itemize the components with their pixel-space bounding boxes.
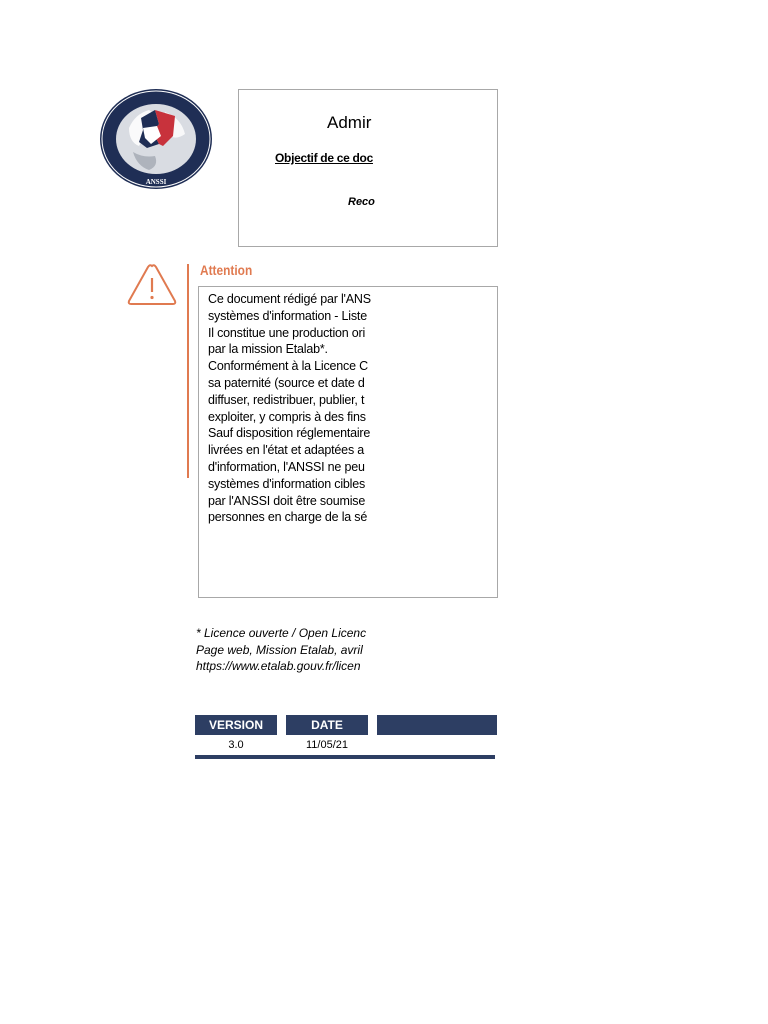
table-bottom-rule xyxy=(195,755,495,759)
notice-line: d'information, l'ANSSI ne peu xyxy=(208,459,365,474)
document-title: Admir xyxy=(327,113,372,132)
date-header: DATE xyxy=(286,715,368,735)
notice-line: Conformément à la Licence C xyxy=(208,359,368,374)
warning-triangle-icon xyxy=(126,262,178,308)
notice-line: personnes en charge de la sé xyxy=(208,510,368,525)
license-link[interactable]: https://www.etalab.gouv.fr/licen xyxy=(196,659,361,673)
notice-line: sa paternité (source et date d xyxy=(208,375,365,390)
license-line: * Licence ouverte / Open Licenc xyxy=(196,626,367,640)
clipped-content xyxy=(0,0,375,1024)
notice-line: Sauf disposition réglementaire xyxy=(208,426,371,441)
attention-heading: Attention xyxy=(200,262,253,278)
notice-line: systèmes d'information - Liste xyxy=(208,308,367,323)
attention-notice-box xyxy=(198,286,498,598)
notice-line: par la mission Etalab*. xyxy=(208,342,328,357)
document-objective-label: Objectif de ce doc xyxy=(275,151,373,165)
license-line: Page web, Mission Etalab, avril xyxy=(196,642,363,657)
notice-line: systèmes d'information cibles xyxy=(208,476,366,491)
notice-line: livrées en l'état et adaptées a xyxy=(208,443,365,458)
recommendation-label: Reco xyxy=(348,196,375,208)
title-box xyxy=(238,89,498,247)
notice-line: exploiter, y compris à des fins xyxy=(208,409,366,424)
notice-line: diffuser, redistribuer, publier, t xyxy=(208,392,365,407)
notice-line: Il constitue une production ori xyxy=(208,325,366,340)
next-header xyxy=(377,715,497,735)
attention-side-bar xyxy=(187,264,189,478)
attention-text xyxy=(208,291,371,526)
version-header: VERSION xyxy=(195,715,277,735)
notice-line: Ce document rédigé par l'ANS xyxy=(208,292,371,306)
notice-line: par l'ANSSI doit être soumise xyxy=(208,493,366,508)
logo-anssi-text: ANSSI xyxy=(145,178,167,186)
date-value: 11/05/21 xyxy=(305,739,348,751)
license-note xyxy=(196,625,366,675)
version-value: 3.0 xyxy=(228,739,244,751)
